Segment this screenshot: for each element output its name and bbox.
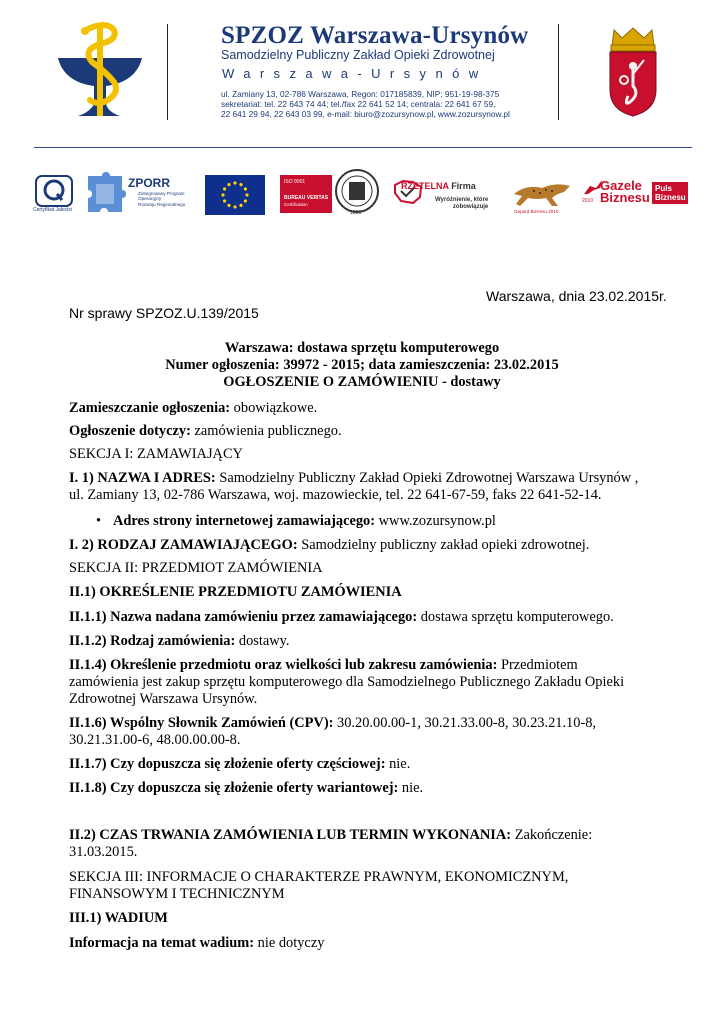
bullet-icon: • [96,513,102,529]
iso-line-1: ISO 9001 [284,179,306,185]
ii16-value-2: 30.21.31.00-6, 48.00.00.00-8. [69,732,241,748]
i1-row [69,470,638,487]
ii17-value: nie. [389,756,411,772]
ii16-value-1: 30.20.00.00-1, 30.21.33.00-8, 30.23.21.10-8, [337,715,597,731]
doc-title-line-3: OGŁOSZENIE O ZAMÓWIENIU - dostawy [223,374,501,390]
rzetelna-firma-logo [393,175,503,217]
eu-flag-logo [205,175,265,215]
ii2-value-2: 31.03.2015. [69,844,138,860]
ii14-row [69,657,578,674]
ii17-label: II.1.7) Czy dopuszcza się złożenie oferty częściowej: [69,756,386,772]
ii16-row [69,715,596,732]
header-divider-left [167,24,168,120]
ii11-row [69,609,614,626]
website-bullet [96,513,496,530]
zporr-sub-3: Rozwoju Regionalnego [138,201,186,207]
rzetelna-sub-2: zobowiązuje [452,204,489,210]
zporr-sub-1: Zintegrowany Program [138,191,185,196]
section-3-heading-1: SEKCJA III: INFORMACJE O CHARAKTERZE PRAWNYM, EKONOMICZNYM, [69,869,569,885]
zporr-logo [128,176,198,216]
iso-line-2: BUREAU VERITAS [284,195,329,201]
wadium-row [69,935,324,952]
gepard-caption: Gepard Biznesu 2010 [514,209,559,214]
ii18-label: II.1.8) Czy dopuszcza się złożenie oferty wariantowej: [69,780,399,796]
ii12-row [69,633,290,650]
doc-title-line-2: Numer ogłoszenia: 39972 - 2015; data zamieszczenia: 23.02.2015 [165,357,559,373]
puls-line-1: Puls [655,184,672,193]
bv-year: 1828 [350,210,362,216]
org-spaced-name: Warszawa-Ursynów [222,66,488,81]
wadium-value: nie dotyczy [257,935,325,951]
concerns-value: zamówienia publicznego. [194,423,342,439]
website-value: www.zozursynow.pl [378,513,496,529]
i2-label: I. 2) RODZAJ ZAMAWIAJĄCEGO: [69,537,298,553]
ii14-label: II.1.4) Określenie przedmiotu oraz wielkości lub zakresu zamówienia: [69,657,498,673]
gepard-biznesu-logo [512,176,572,220]
ii17-row [69,756,410,773]
header-rule [34,147,692,148]
rzetelna-sub-1: Wyróżnienie, które [435,197,489,203]
iso-9001-logo [280,175,332,213]
quality-certificate-logo [35,175,73,213]
place-and-date: Warszawa, dnia 23.02.2015r. [486,288,667,304]
i2-row [69,537,589,554]
ii1-heading: II.1) OKREŚLENIE PRZEDMIOTU ZAMÓWIENIA [69,584,402,600]
section-1-heading: SEKCJA I: ZAMAWIAJĄCY [69,446,243,462]
ii12-value: dostawy. [238,633,290,649]
publishing-row [69,400,317,417]
gazele-sub: Biznesu [600,190,650,205]
gazele-year: 2010 [582,198,594,204]
i2-value: Samodzielny publiczny zakład opieki zdrowotnej. [301,537,590,553]
i1-value-1: Samodzielny Publiczny Zakład Opieki Zdrowotnej Warszawa Ursynów , [219,470,639,486]
zporr-sub-2: Operacyjny [138,196,162,202]
wadium-label: Informacja na temat wadium: [69,935,255,951]
concerns-row [69,423,342,440]
doc-title-line-1: Warszawa: dostawa sprzętu komputerowego [224,340,500,356]
case-number: Nr sprawy SPZOZ.U.139/2015 [69,305,259,321]
aesculapius-logo [56,20,146,120]
iso-line-3: Certification [284,202,308,207]
ii2-value-1: Zakończenie: [514,827,593,843]
ii14-value-2: zamówienia jest zakup sprzętu komputerowego dla Samodzielnego Publicznego Zakładu Opieki [69,674,625,690]
ii11-value: dostawa sprzętu komputerowego. [420,609,614,625]
warsaw-crest [606,26,660,118]
ii2-label: II.2) CZAS TRWANIA ZAMÓWIENIA LUB TERMIN WYKONANIA: [69,827,512,843]
ii16-label: II.1.6) Wspólny Słownik Zamówień (CPV): [69,715,334,731]
puzzle-logo [86,172,126,214]
zporr-title: ZPORR [128,176,170,190]
ii18-value: nie. [401,780,424,796]
ii14-value-1: Przedmiotem [500,657,578,673]
publishing-value: obowiązkowe. [233,400,318,416]
org-info-line-1: ul. Zamiany 13, 02-786 Warszawa, Regon: 017185839, NIP: 951-19-98-375 [221,89,500,99]
i1-label: I. 1) NAZWA I ADRES: [69,470,216,486]
gazele-biznesu-logo [582,178,692,212]
ii2-row [69,827,592,844]
ii14-value-3: Zdrowotnej Warszawa Ursynów. [69,691,258,707]
iii1-heading: III.1) WADIUM [69,910,168,926]
header-divider-right [558,24,559,120]
website-label: Adres strony internetowej zamawiającego: [113,513,376,529]
ii12-label: II.1.2) Rodzaj zamówienia: [69,633,236,649]
org-info-line-2: sekretariat: tel. 22 643 74 44; tel./fax 22 641 52 14; centrala: 22 641 67 59, [221,99,496,109]
ii18-row [69,780,423,797]
gazele-title: Gazele [600,178,642,193]
i1-value-2: ul. Zamiany 13, 02-786 Warszawa, woj. mazowieckie, tel. 22 641-67-59, faks 22 641-52-14. [69,487,602,503]
org-info-line-3: 22 641 29 94, 22 643 03 99, e-mail: biuro@zozursynow.pl, www.zozursynow.pl [221,109,510,119]
rzetelna-title: RZETELNA [401,181,449,191]
concerns-label: Ogłoszenie dotyczy: [69,423,191,439]
bureau-veritas-seal [334,168,380,218]
org-name: SPZOZ Warszawa-Ursynów [221,22,529,49]
quality-caption: Certyfikat Jakości [33,207,73,213]
puls-biznesu-badge [652,182,688,204]
publishing-label: Zamieszczanie ogłoszenia: [69,400,231,416]
section-3-heading-2: FINANSOWYM I TECHNICZNYM [69,886,285,902]
ii11-label: II.1.1) Nazwa nadana zamówieniu przez zamawiającego: [69,609,418,625]
section-2-heading: SEKCJA II: PRZEDMIOT ZAMÓWIENIA [69,560,323,576]
org-subtitle: Samodzielny Publiczny Zakład Opieki Zdrowotnej [221,48,495,62]
rzetelna-firma: Firma [451,181,476,191]
puls-line-2: Biznesu [655,193,686,202]
